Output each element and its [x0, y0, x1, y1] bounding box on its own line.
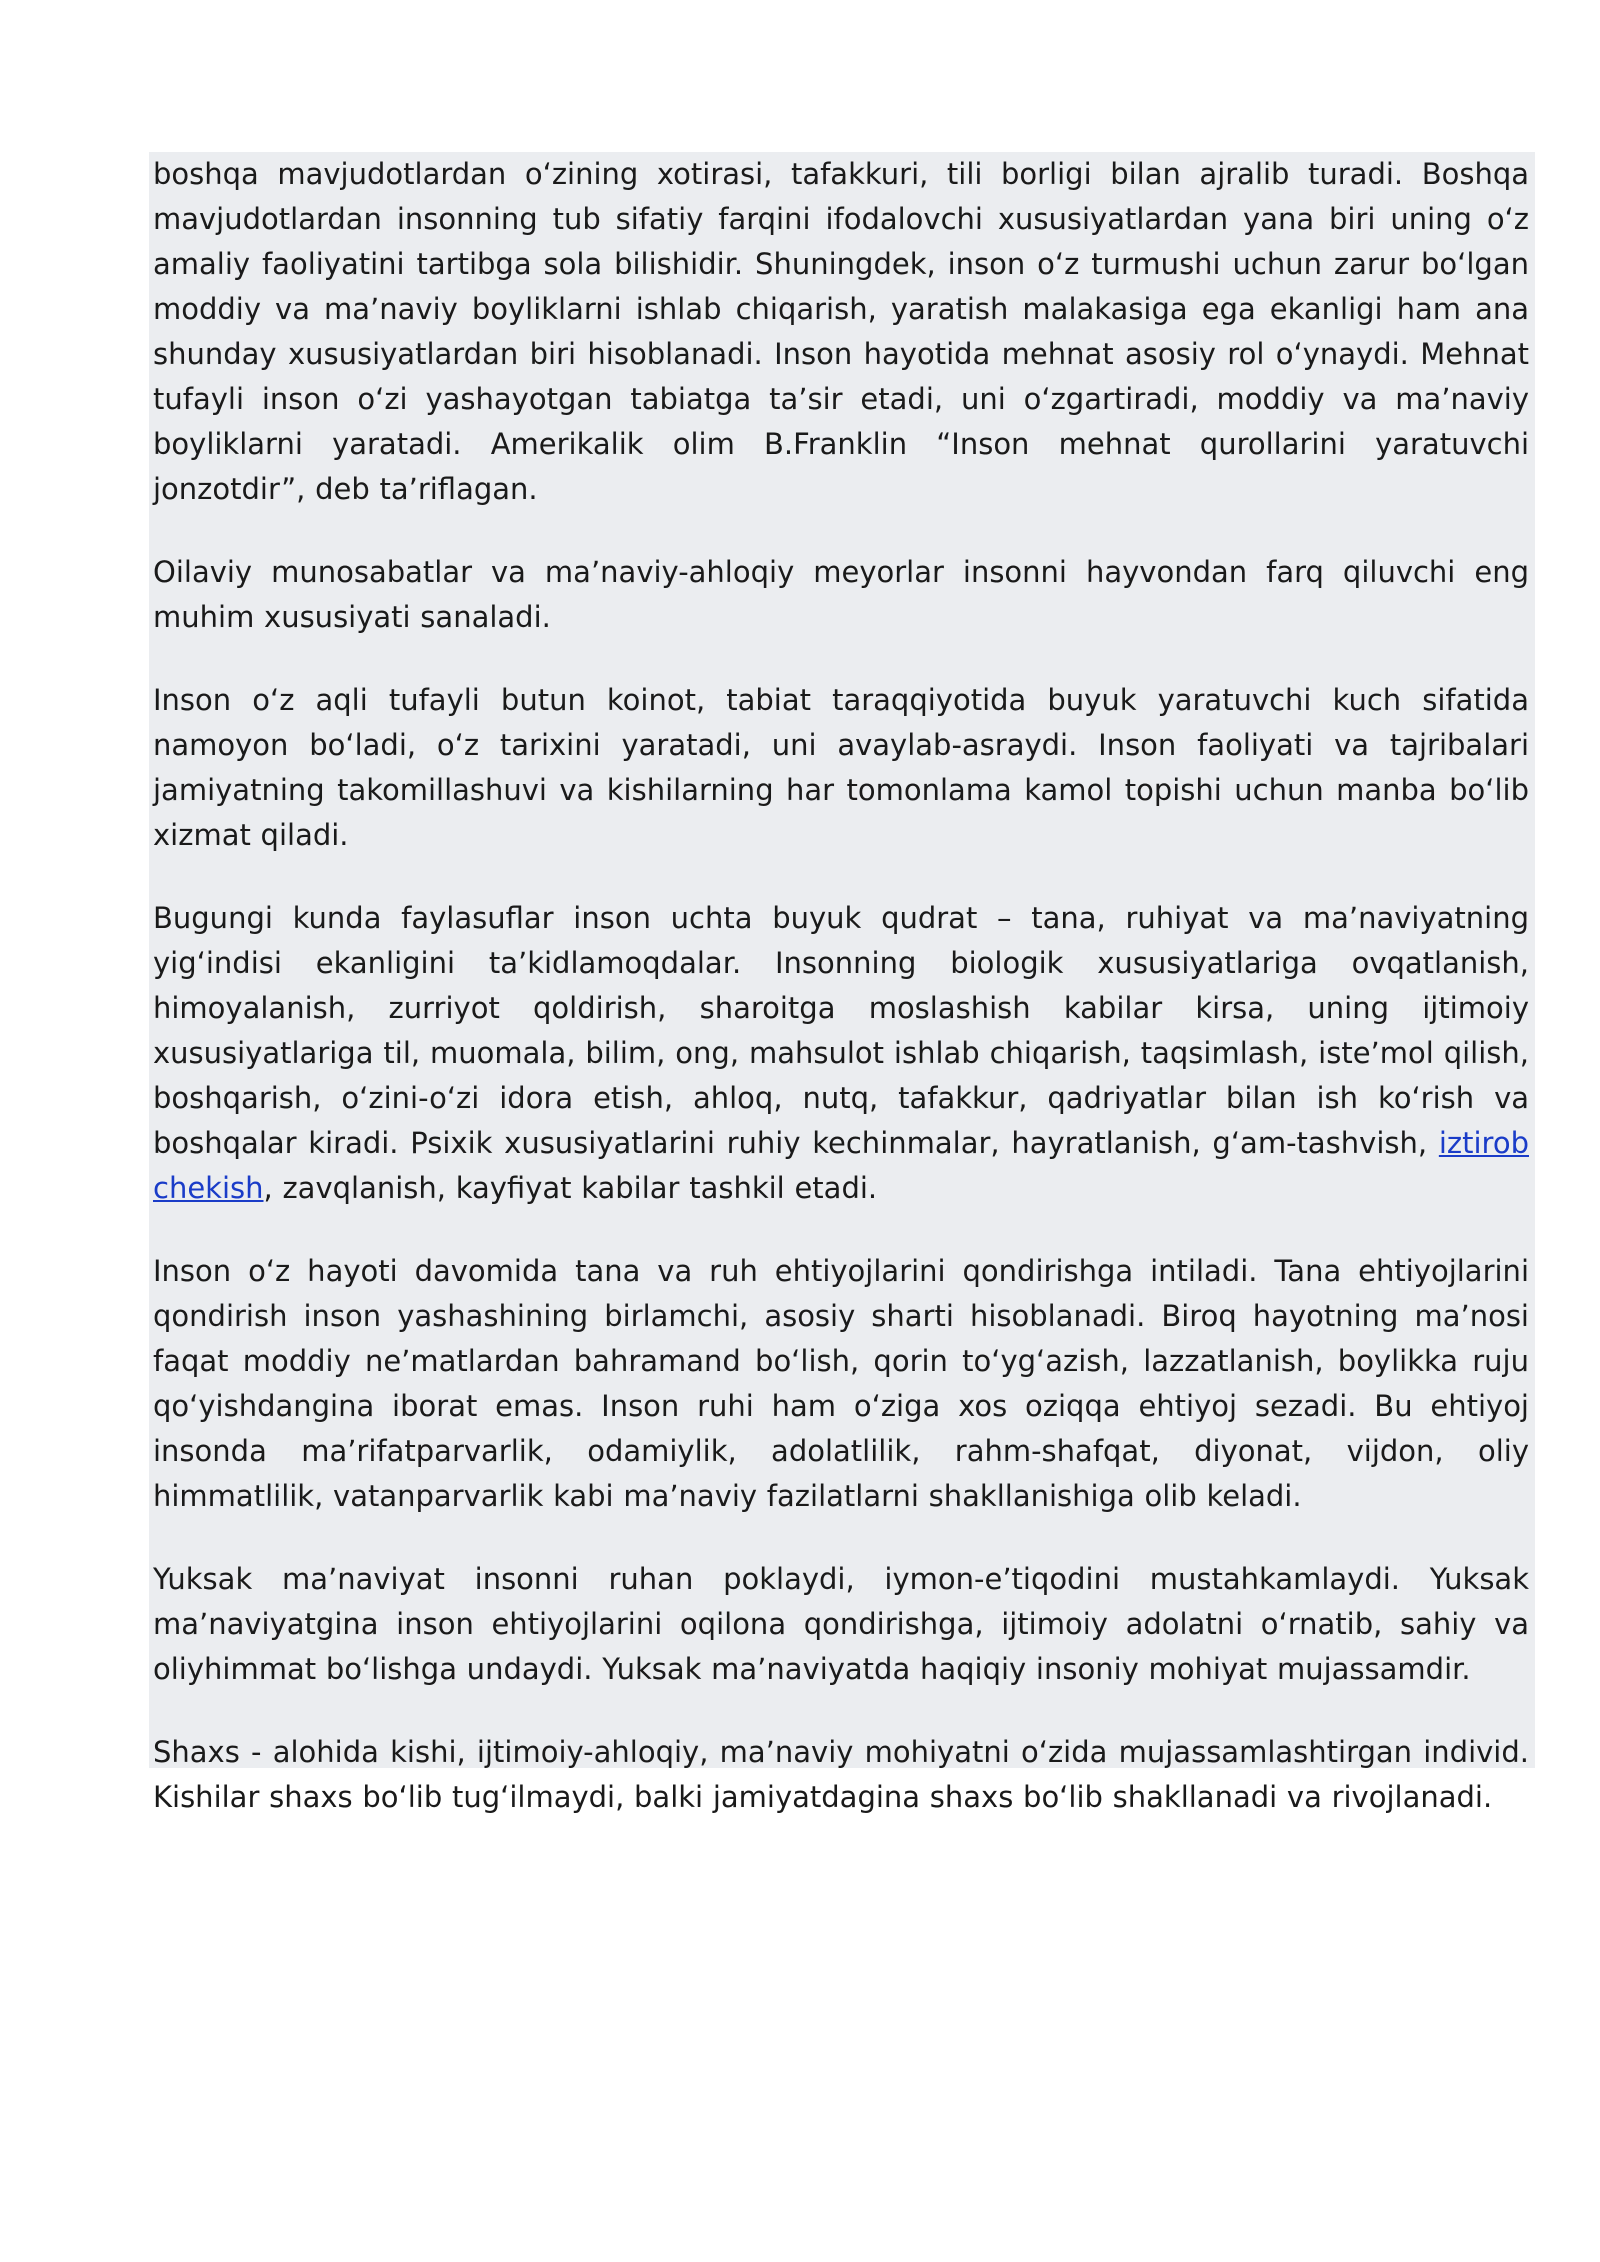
paragraph-4-text-before-link: Bugungi kunda faylasuflar inson uchta buyuk qudrat – tana, ruhiyat va maʼnaviyatning yigʻindisi ekanligini taʼkidlamoqdalar. Insonning biologik xususiyatlariga ovqatlanish, himoyalanish, zurriyot qoldirish, sharoitga moslashish kabilar kirsa, uning ijtimoiy xususiyatlariga til, muomala, bilim, ong, mahsulot ishlab chiqarish, taqsimlash, isteʼmol qilish, boshqarish, oʻzini-oʻzi idora etish, ahloq, nutq, tafakkur, qadriyatlar bilan ish koʻrish va boshqalar kiradi. Psixik xususiyatlarini ruhiy kechinmalar, hayratlanish, gʻam-tashvish, [153, 901, 1529, 1160]
paragraph-5: Inson oʻz hayoti davomida tana va ruh ehtiyojlarini qondirishga intiladi. Tana ehtiyojlarini qondirish inson yashashining birlamchi, asosiy sharti hisoblanadi. Biroq hayotning maʼnosi faqat moddiy neʼmatlardan bahramand boʻlish, qorin toʻygʻazish, lazzatlanish, boylikka ruju qoʻyishdangina iborat emas. Inson ruhi ham oʻziga xos oziqqa ehtiyoj sezadi. Bu ehtiyoj insonda maʼrifatparvarlik, odamiylik, adolatlilik, rahm-shafqat, diyonat, vijdon, oliy himmatlilik, vatanparvarlik kabi maʼnaviy fazilatlarni shakllanishiga olib keladi. [153, 1254, 1529, 1513]
paragraph-2: Oilaviy munosabatlar va maʼnaviy-ahloqiy meyorlar insonni hayvondan farq qiluvchi eng muhim xususiyati sanaladi. [153, 555, 1529, 634]
text-content-block [149, 152, 1535, 1814]
paragraph-7: Shaxs - alohida kishi, ijtimoiy-ahloqiy, maʼnaviy mohiyatni oʻzida mujassamlashtirgan individ. Kishilar shaxs boʻlib tugʻilmaydi, balki jamiyatdagina shaxs boʻlib shakllanadi va rivojlanadi. [153, 1735, 1529, 1814]
paragraph-6: Yuksak maʼnaviyat insonni ruhan poklaydi, iymon-eʼtiqodini mustahkamlaydi. Yuksak maʼnaviyatgina inson ehtiyojlarini oqilona qondirishga, ijtimoiy adolatni oʻrnatib, sahiy va oliyhimmat boʻlishga undaydi. Yuksak maʼnaviyatda haqiqiy insoniy mohiyat mujassamdir. [153, 1562, 1529, 1686]
paragraph-3: Inson oʻz aqli tufayli butun koinot, tabiat taraqqiyotida buyuk yaratuvchi kuch sifatida namoyon boʻladi, oʻz tarixini yaratadi, uni avaylab-asraydi. Inson faoliyati va tajribalari jamiyatning takomillashuvi va kishilarning har tomonlama kamol topishi uchun manba boʻlib xizmat qiladi. [153, 683, 1529, 852]
iztirob-chekish-link[interactable]: iztirob chekish [153, 1126, 1529, 1205]
paragraph-4 [153, 896, 1529, 1211]
paragraph-4-text-after-link: , zavqlanish, kayfiyat kabilar tashkil etadi. [263, 1171, 878, 1205]
paragraph-1: boshqa mavjudotlardan oʻzining xotirasi, tafakkuri, tili borligi bilan ajralib turadi. Boshqa mavjudotlardan insonning tub sifatiy farqini ifodalovchi xususiyatlardan yana biri uning oʻz amaliy faoliyatini tartibga sola bilishidir. Shuningdek, inson oʻz turmushi uchun zarur boʻlgan moddiy va maʼnaviy boyliklarni ishlab chiqarish, yaratish malakasiga ega ekanligi ham ana shunday xususiyatlardan biri hisoblanadi. Inson hayotida mehnat asosiy rol oʻynaydi. Mehnat tufayli inson oʻzi yashayotgan tabiatga taʼsir etadi, uni oʻzgartiradi, moddiy va maʼnaviy boyliklarni yaratadi. Amerikalik olim B.Franklin “Inson mehnat qurollarini yaratuvchi jonzotdir”, deb taʼriflagan. [153, 157, 1529, 506]
